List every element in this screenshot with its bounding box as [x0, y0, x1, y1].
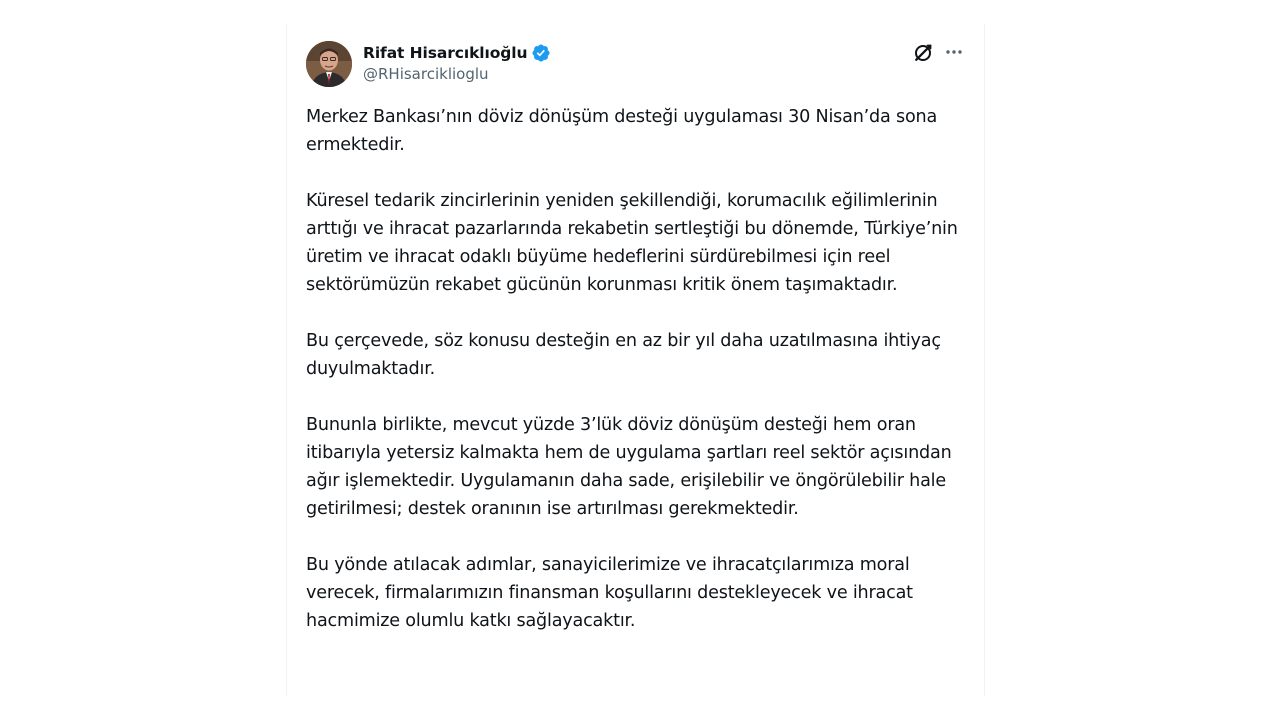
grok-icon[interactable] — [912, 42, 934, 64]
author-name-row — [363, 42, 551, 64]
author-name[interactable]: Rifat Hisarcıklıoğlu — [363, 44, 528, 62]
tweet-card — [286, 24, 985, 696]
verified-badge-icon — [531, 43, 551, 63]
profile-photo-icon — [306, 41, 352, 87]
tweet-text — [306, 103, 971, 663]
author-handle[interactable]: @RHisarciklioglu — [363, 65, 489, 83]
tweet-paragraph: Merkez Bankası’nın döviz dönüşüm desteği uygulaması 30 Nisan’da sona ermektedir. — [306, 107, 938, 155]
tweet-paragraph: Küresel tedarik zincirlerinin yeniden şekillendiği, korumacılık eğilimlerinin arttığı ve ihracat pazarlarında rekabetin sertleştiği bu dönemde, Türkiye’nin üretim ve ihracat odaklı büyüme hedeflerini sürdürebilmesi için reel sektörümüzün rekabet gücünün korunması kritik önem taşımaktadır. — [306, 191, 958, 295]
more-horizontal-icon[interactable] — [943, 41, 965, 63]
tweet-paragraph: Bununla birlikte, mevcut yüzde 3’lük döviz dönüşüm desteği hem oran itibarıyla yetersiz kalmakta hem de uygulama şartları reel sektör açısından ağır işlemektedir. Uygulamanın daha sade, erişilebilir ve öngörülebilir hale getirilmesi; destek oranının ise artırılması gerekmektedir. — [306, 415, 952, 519]
avatar[interactable] — [306, 41, 352, 87]
tweet-paragraph: Bu çerçevede, söz konusu desteğin en az bir yıl daha uzatılmasına ihtiyaç duyulmaktadır. — [306, 331, 941, 379]
tweet-paragraph: Bu yönde atılacak adımlar, sanayicilerimize ve ihracatçılarımıza moral verecek, firmalarımızın finansman koşullarını destekleyecek ve ihracat hacmimize olumlu katkı sağlayacaktır. — [306, 555, 913, 631]
